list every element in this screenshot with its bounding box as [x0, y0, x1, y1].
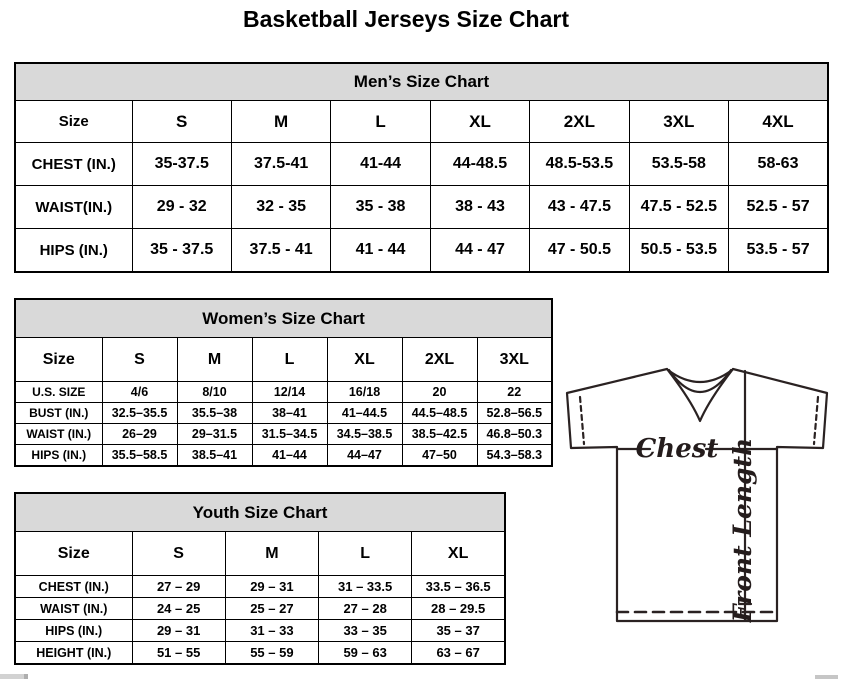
table-cell: 55 – 59	[225, 642, 318, 665]
table-cell: 33.5 – 36.5	[412, 576, 505, 598]
row-label: WAIST (IN.)	[15, 424, 102, 445]
table-cell: 41–44	[252, 445, 327, 467]
left-cuff-dashed-line	[580, 397, 584, 444]
table-cell: 43 - 47.5	[530, 186, 629, 229]
table-cell: 38 - 43	[430, 186, 529, 229]
table-cell: 46.8–50.3	[477, 424, 552, 445]
size-column-header: Size	[15, 338, 102, 382]
row-label: HIPS (IN.)	[15, 445, 102, 467]
table-cell: 31 – 33.5	[319, 576, 412, 598]
table-cell: 29 – 31	[225, 576, 318, 598]
table-cell: 34.5–38.5	[327, 424, 402, 445]
table-cell: 41-44	[331, 143, 430, 186]
table-cell: 35-37.5	[132, 143, 231, 186]
table-row	[15, 620, 505, 642]
table-cell: 29–31.5	[177, 424, 252, 445]
jersey-measurement-diagram	[555, 360, 843, 623]
table-cell: 27 – 29	[132, 576, 225, 598]
size-column-header: XL	[412, 532, 505, 576]
size-column-header: Size	[15, 532, 132, 576]
table-title-row	[15, 63, 828, 101]
size-column-header: M	[225, 532, 318, 576]
table-cell: 16/18	[327, 382, 402, 403]
table-cell: 54.3–58.3	[477, 445, 552, 467]
table-cell: 25 – 27	[225, 598, 318, 620]
right-cuff-dashed-line	[814, 397, 818, 444]
table-row	[15, 403, 552, 424]
table-cell: 41 - 44	[331, 229, 430, 273]
table-cell: 44.5–48.5	[402, 403, 477, 424]
size-header-row	[15, 338, 552, 382]
table-cell: 27 – 28	[319, 598, 412, 620]
row-label: BUST (IN.)	[15, 403, 102, 424]
table-cell: 31 – 33	[225, 620, 318, 642]
table-title: Youth Size Chart	[15, 493, 505, 532]
table-cell: 38.5–41	[177, 445, 252, 467]
row-label: HEIGHT (IN.)	[15, 642, 132, 665]
table-cell: 31.5–34.5	[252, 424, 327, 445]
size-column-header: L	[319, 532, 412, 576]
table-cell: 53.5 - 57	[729, 229, 828, 273]
table-row	[15, 143, 828, 186]
table-row	[15, 445, 552, 467]
table-cell: 58-63	[729, 143, 828, 186]
size-column-header: 2XL	[402, 338, 477, 382]
table-cell: 37.5-41	[231, 143, 330, 186]
table-cell: 38.5–42.5	[402, 424, 477, 445]
chest-measure-label: Chest	[635, 434, 719, 464]
size-column-header: M	[177, 338, 252, 382]
table-cell: 44 - 47	[430, 229, 529, 273]
size-header-row	[15, 532, 505, 576]
size-column-header: L	[252, 338, 327, 382]
row-label: CHEST (IN.)	[15, 576, 132, 598]
row-label: HIPS (IN.)	[15, 229, 132, 273]
table-cell: 47 - 50.5	[530, 229, 629, 273]
table-cell: 4/6	[102, 382, 177, 403]
size-header-row	[15, 101, 828, 143]
table-cell: 29 - 32	[132, 186, 231, 229]
table-cell: 44–47	[327, 445, 402, 467]
size-column-header: S	[102, 338, 177, 382]
table-cell: 37.5 - 41	[231, 229, 330, 273]
row-label: CHEST (IN.)	[15, 143, 132, 186]
table-cell: 51 – 55	[132, 642, 225, 665]
table-cell: 53.5-58	[629, 143, 728, 186]
womens-size-chart-table	[14, 298, 553, 467]
size-column-header: S	[132, 532, 225, 576]
table-cell: 44-48.5	[430, 143, 529, 186]
jersey-body-outline	[567, 369, 827, 621]
size-column-header: M	[231, 101, 330, 143]
row-label: WAIST (IN.)	[15, 598, 132, 620]
size-column-header: S	[132, 101, 231, 143]
table-cell: 52.5 - 57	[729, 186, 828, 229]
table-cell: 48.5-53.5	[530, 143, 629, 186]
table-cell: 52.8–56.5	[477, 403, 552, 424]
table-title: Men’s Size Chart	[15, 63, 828, 101]
table-title-row	[15, 299, 552, 338]
front-length-measure-label: Front Length	[728, 437, 757, 623]
size-column-header: L	[331, 101, 430, 143]
table-cell: 35 – 37	[412, 620, 505, 642]
table-cell: 33 – 35	[319, 620, 412, 642]
table-cell: 12/14	[252, 382, 327, 403]
size-column-header: 3XL	[477, 338, 552, 382]
table-cell: 32 - 35	[231, 186, 330, 229]
youth-size-chart-table	[14, 492, 506, 665]
table-cell: 38–41	[252, 403, 327, 424]
table-row	[15, 424, 552, 445]
row-label: WAIST(IN.)	[15, 186, 132, 229]
table-cell: 35 - 37.5	[132, 229, 231, 273]
table-cell: 20	[402, 382, 477, 403]
table-cell: 24 – 25	[132, 598, 225, 620]
size-column-header: 2XL	[530, 101, 629, 143]
table-cell: 47.5 - 52.5	[629, 186, 728, 229]
table-cell: 35.5–58.5	[102, 445, 177, 467]
table-cell: 50.5 - 53.5	[629, 229, 728, 273]
size-column-header: 3XL	[629, 101, 728, 143]
table-cell: 26–29	[102, 424, 177, 445]
size-column-header: XL	[430, 101, 529, 143]
table-title-row	[15, 493, 505, 532]
table-cell: 35.5–38	[177, 403, 252, 424]
mens-size-chart-table	[14, 62, 829, 273]
table-title: Women’s Size Chart	[15, 299, 552, 338]
table-cell: 29 – 31	[132, 620, 225, 642]
table-cell: 59 – 63	[319, 642, 412, 665]
table-cell: 41–44.5	[327, 403, 402, 424]
horizontal-scrollbar-fragment-left[interactable]	[0, 674, 28, 679]
table-row	[15, 576, 505, 598]
table-row	[15, 186, 828, 229]
row-label: HIPS (IN.)	[15, 620, 132, 642]
table-cell: 28 – 29.5	[412, 598, 505, 620]
jersey-outline-icon	[555, 360, 843, 623]
table-cell: 8/10	[177, 382, 252, 403]
size-column-header: XL	[327, 338, 402, 382]
page-title: Basketball Jerseys Size Chart	[242, 6, 569, 32]
table-cell: 22	[477, 382, 552, 403]
table-row	[15, 382, 552, 403]
table-row	[15, 642, 505, 665]
table-cell: 47–50	[402, 445, 477, 467]
row-label: U.S. SIZE	[15, 382, 102, 403]
table-row	[15, 598, 505, 620]
table-cell: 32.5–35.5	[102, 403, 177, 424]
table-row	[15, 229, 828, 273]
size-column-header: 4XL	[729, 101, 828, 143]
table-cell: 63 – 67	[412, 642, 505, 665]
horizontal-scrollbar-fragment-right[interactable]	[815, 675, 838, 679]
table-cell: 35 - 38	[331, 186, 430, 229]
size-column-header: Size	[15, 101, 132, 143]
